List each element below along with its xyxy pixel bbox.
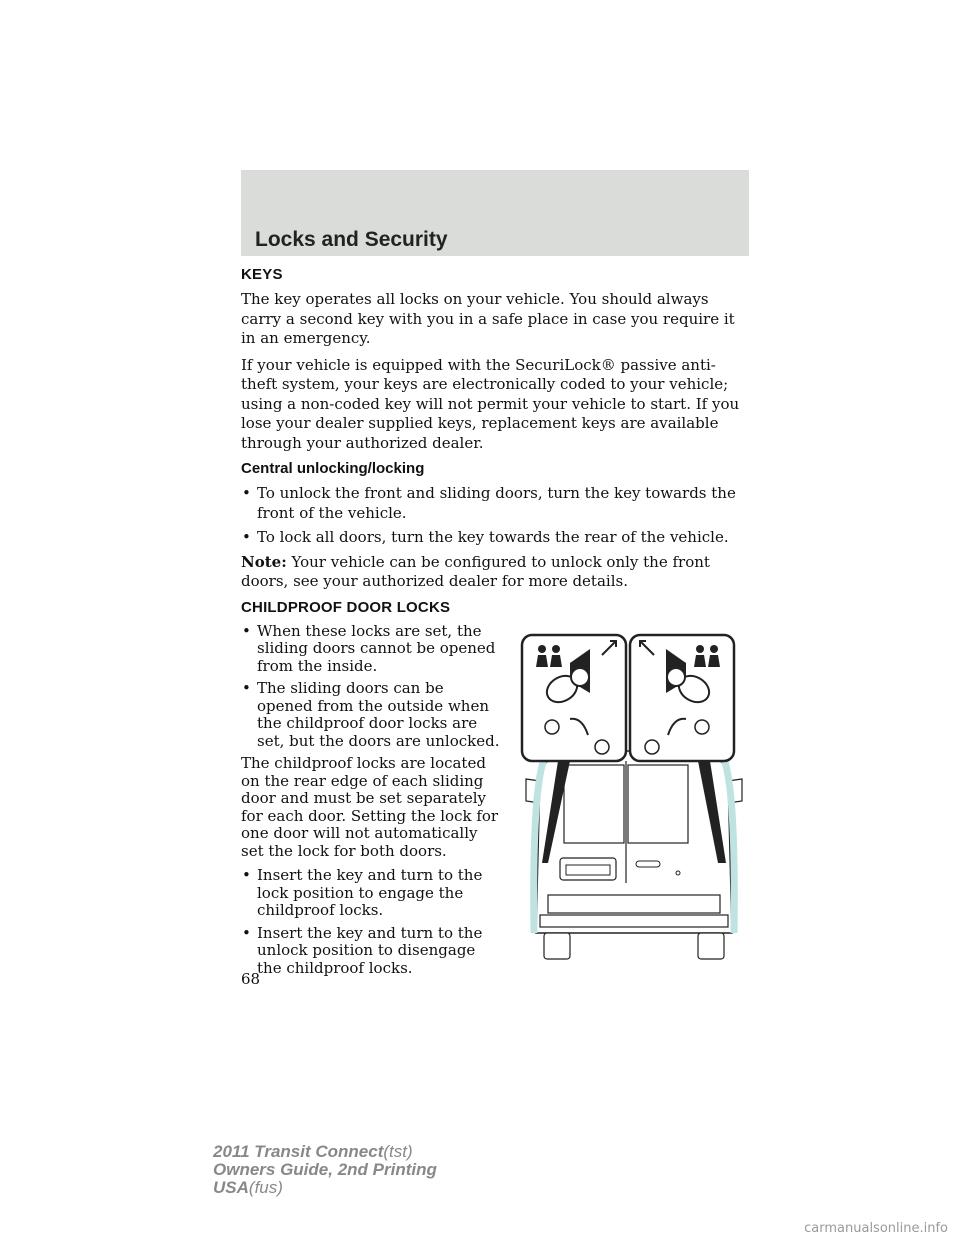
site-watermark: carmanualsonline.info — [804, 1221, 948, 1236]
childproof-text-column — [241, 623, 501, 978]
central-locking-heading: Central unlocking/locking — [241, 460, 425, 477]
keys-heading: KEYS — [241, 266, 283, 283]
footer-document-info — [213, 1143, 437, 1197]
footer-guide: Owners Guide, 2nd Printing — [213, 1160, 437, 1179]
footer-model: 2011 Transit Connect — [213, 1142, 384, 1161]
footer-market-code: (fus) — [248, 1178, 283, 1197]
list-item: • Insert the key and turn to the unlock position to disengage the childproof locks. — [242, 923, 483, 977]
list-item: • To lock all doors, turn the key towards the rear of the vehicle. — [242, 528, 729, 546]
page-number: 68 — [241, 970, 261, 988]
childproof-lock-illustration — [518, 633, 750, 963]
childproof-heading: CHILDPROOF DOOR LOCKS — [241, 598, 451, 616]
list-item: • Insert the key and turn to the lock position to engage the childproof locks. — [242, 866, 483, 919]
section-header-band — [241, 170, 749, 256]
note-text: Your vehicle can be configured to unlock only the front doors, see your authorized dealer for more details. — [241, 552, 710, 590]
footer-model-code: (tst) — [383, 1142, 413, 1161]
lock-panel-right — [630, 635, 734, 761]
footer-market: USA — [213, 1178, 249, 1197]
section-title: Locks and Security — [255, 228, 448, 251]
list-item: • The sliding doors can be opened from the outside when the childproof door locks are set, but the doors are unlocked. — [242, 679, 500, 750]
childproof-paragraph: The childproof locks are located on the rear edge of each sliding door and must be set separately for each door. Setting the lock for one door will not automatically set the lock for both doors. — [241, 754, 499, 860]
keys-paragraph-1: The key operates all locks on your vehicle. You should always carry a second key with you in a safe place in case you require it in an emergency. — [241, 290, 735, 347]
note-paragraph — [241, 553, 751, 592]
list-item: • To unlock the front and sliding doors, turn the key towards the front of the vehicle. — [242, 484, 736, 522]
keys-paragraph-2: If your vehicle is equipped with the SecuriLock® passive anti-theft system, your keys are electronically coded to your vehicle; using a non-coded key will not permit your vehicle to start. If you lose your dealer supplied keys, replacement keys are available through your authorized dealer. — [241, 355, 740, 452]
note-label: Note: — [241, 552, 287, 571]
list-item: • When these locks are set, the sliding doors cannot be opened from the inside. — [242, 621, 496, 675]
lock-panel-left — [522, 635, 626, 761]
